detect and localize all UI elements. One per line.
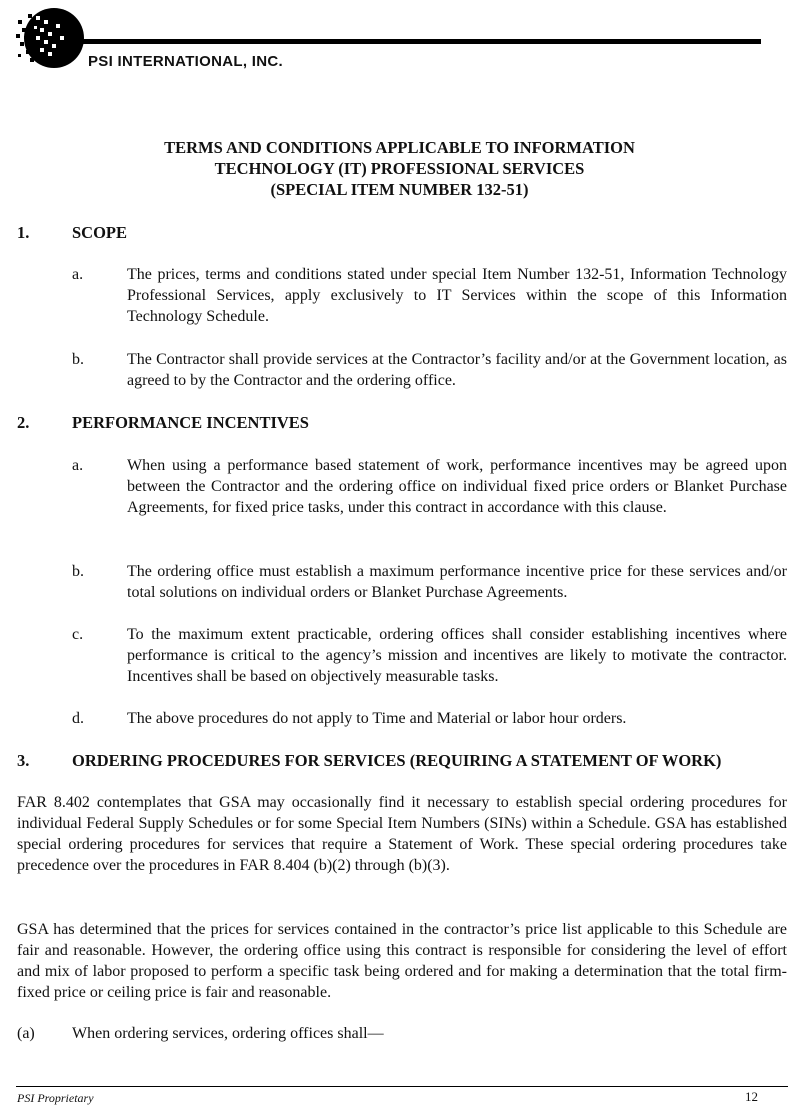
item-text: When ordering services, ordering offices shall—	[72, 1025, 384, 1042]
item-label: d.	[72, 710, 84, 727]
title-line-2: TECHNOLOGY (IT) PROFESSIONAL SERVICES	[214, 159, 585, 178]
footer-proprietary: PSI Proprietary	[17, 1091, 94, 1105]
header-rule	[82, 39, 761, 44]
paragraph: FAR 8.402 contemplates that GSA may occasionally find it necessary to establish special ordering procedures for individual Federal Supply Schedules or for some Special Item Numbers (SINs) within a Schedule. GSA has established special ordering procedures for services that require a Statement of Work. These special ordering procedures take precedence over the procedures in FAR 8.404 (b)(2) through (b)(3).	[17, 794, 787, 874]
section-title: ORDERING PROCEDURES FOR SERVICES (REQUIRING A STATEMENT OF WORK)	[72, 751, 722, 770]
item-label: a.	[72, 457, 84, 474]
section-number: 1.	[17, 223, 30, 242]
title-line-1: TERMS AND CONDITIONS APPLICABLE TO INFORMATION	[164, 138, 635, 157]
item-text: The prices, terms and conditions stated under special Item Number 132-51, Information Technology Professional Services, apply exclusively to IT Services within the scope of this Information Technology Schedule.	[127, 266, 787, 325]
item-text: The ordering office must establish a maximum performance incentive price for these services and/or total solutions on individual orders or Blanket Purchase Agreements.	[127, 563, 787, 601]
item-text: The Contractor shall provide services at the Contractor’s facility and/or at the Government location, as agreed to by the Contractor and the ordering office.	[127, 351, 787, 389]
document-title	[0, 137, 799, 200]
item-text: To the maximum extent practicable, ordering offices shall consider establishing incentives where performance is critical to the agency’s mission and incentives are likely to motivate the contractor. Incentives shall be based on objectively measurable tasks.	[127, 626, 787, 685]
item-label: b.	[72, 563, 84, 580]
paragraph: GSA has determined that the prices for services contained in the contractor’s price list applicable to this Schedule are fair and reasonable. However, the ordering office using this contract is responsible for considering the level of effort and mix of labor proposed to perform a specific task being ordered and for making a determination that the total firm-fixed price or ceiling price is fair and reasonable.	[17, 921, 787, 1001]
item-text: The above procedures do not apply to Time and Material or labor hour orders.	[127, 710, 627, 727]
title-line-3: (SPECIAL ITEM NUMBER 132-51)	[270, 180, 529, 199]
page-number: 12	[745, 1089, 758, 1104]
company-name: PSI INTERNATIONAL, INC.	[88, 53, 283, 70]
section-number: 2.	[17, 413, 30, 432]
item-label: a.	[72, 266, 84, 283]
section-title: SCOPE	[72, 223, 128, 242]
item-label: (a)	[17, 1025, 35, 1042]
section-title: PERFORMANCE INCENTIVES	[72, 413, 309, 432]
section-number: 3.	[17, 751, 30, 770]
item-text: When using a performance based statement of work, performance incentives may be agreed upon between the Contractor and the ordering office on individual fixed price orders or Blanket Purchase Agreements, for fixed price tasks, under this contract in accordance with this clause.	[127, 457, 787, 516]
footer-rule	[16, 1086, 788, 1087]
item-label: b.	[72, 351, 84, 368]
item-label: c.	[72, 626, 84, 643]
psi-dot-logo-icon	[14, 6, 88, 70]
